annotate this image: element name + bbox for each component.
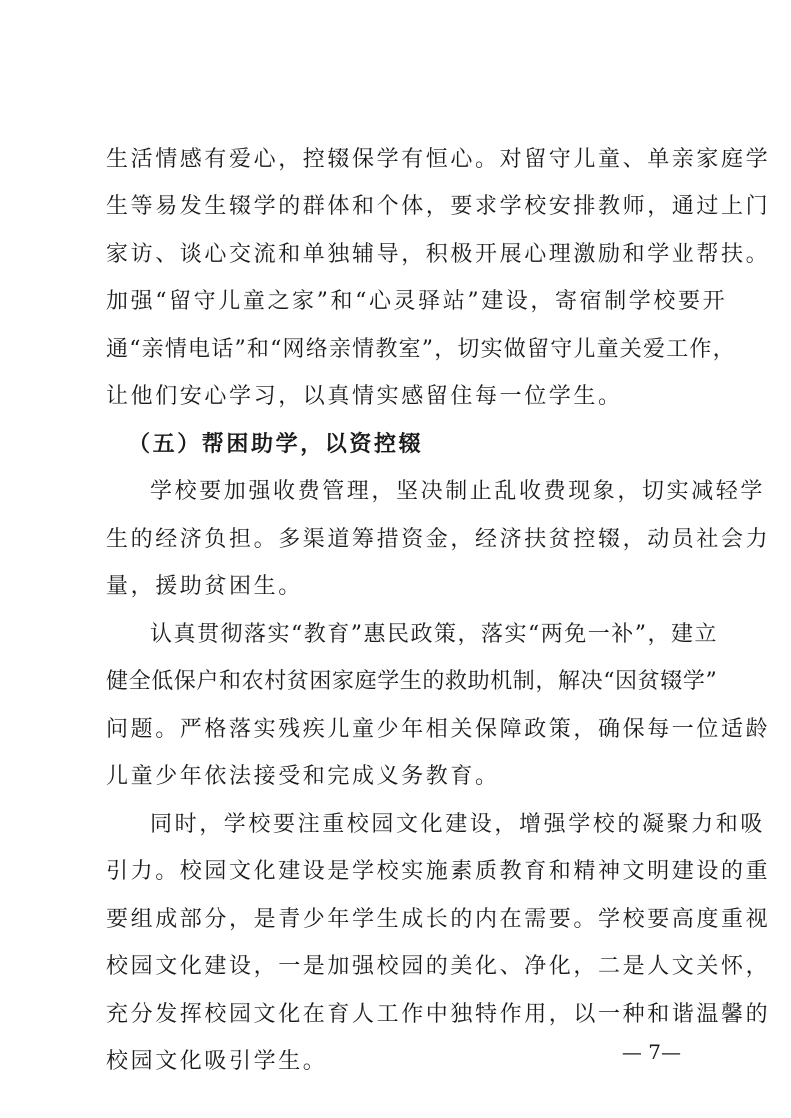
text-line: 校园文化吸引学生。 [106,1049,328,1074]
text-line: 生等易发生辍学的群体和个体，要求学校安排教师，通过上门 [106,194,771,219]
text-line: 校园文化建设，一是加强校园的美化、净化，二是人文关怀， [106,954,771,979]
section-heading: （五）帮困助学，以资控辍 [128,432,424,457]
text-line: 健全低保户和农村贫困家庭学生的救助机制，解决“因贫辍学” [106,669,718,694]
text-line: 认真贯彻落实“教育”惠民政策，落实“两免一补”，建立 [150,622,718,647]
text-line: 引力。校园文化建设是学校实施素质教育和精神文明建设的重 [106,859,771,884]
text-line: 要组成部分，是青少年学生成长的内在需要。学校要高度重视 [106,907,771,932]
text-line: 家访、谈心交流和单独辅导，积极开展心理激励和学业帮扶。 [106,242,771,267]
text-line: 充分发挥校园文化在育人工作中独特作用，以一种和谐温馨的 [106,1002,771,1027]
page-number: — 7— [621,1040,681,1064]
text-line: 量，援助贫困生。 [106,574,303,599]
text-line: 通“亲情电话”和“网络亲情教室”，切实做留守儿童关爱工作， [106,337,736,362]
text-line: 生的经济负担。多渠道筹措资金，经济扶贫控辍，动员社会力 [106,527,771,552]
text-line: 让他们安心学习，以真情实感留住每一位学生。 [106,384,623,409]
text-line: 问题。严格落实残疾儿童少年相关保障政策，确保每一位适龄 [106,717,771,742]
text-line: 同时，学校要注重校园文化建设，增强学校的凝聚力和吸 [150,812,766,837]
text-line: 生活情感有爱心，控辍保学有恒心。对留守儿童、单亲家庭学 [106,147,771,172]
text-line: 儿童少年依法接受和完成义务教育。 [106,764,500,789]
text-line: 学校要加强收费管理，坚决制止乱收费现象，切实减轻学 [150,479,766,504]
text-line: 加强“留守儿童之家”和“心灵驿站”建设，寄宿制学校要开 [106,289,728,314]
